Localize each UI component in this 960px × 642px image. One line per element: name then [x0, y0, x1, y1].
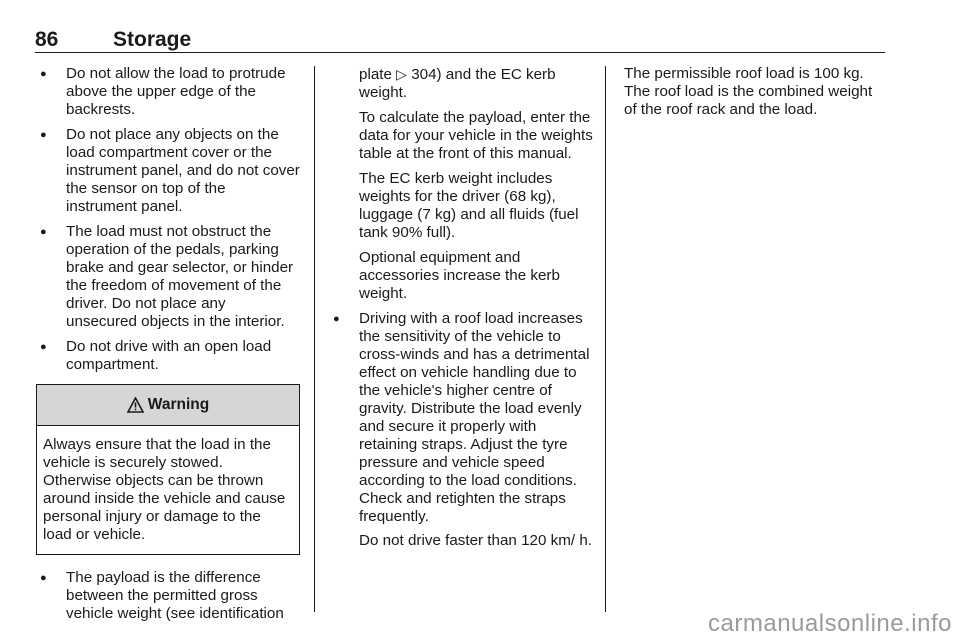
- list-item: ● Do not place any objects on the load compartment cover or the instrument panel, and do not cover the sensor on top of the instrument panel.: [36, 126, 300, 216]
- paragraph: The permissible roof load is 100 kg. The roof load is the combined weight of the roof rack and the load.: [624, 65, 873, 118]
- list-item: ● Do not allow the load to protrude above the upper edge of the backrests.: [36, 65, 300, 119]
- column-divider: [605, 66, 606, 612]
- paragraph: Optional equipment and accessories increase the kerb weight.: [359, 249, 560, 302]
- paragraph: The EC kerb weight includes weights for the driver (68 kg), luggage (7 kg) and all fluids (fuel tank 90% full).: [359, 170, 579, 241]
- section-title: Storage: [113, 28, 192, 51]
- warning-text: Always ensure that the load in the vehicle is securely stowed. Otherwise objects can be thrown around inside the vehicle and cause personal injury or damage to the load or vehicle.: [43, 436, 286, 543]
- page-header: [35, 26, 885, 53]
- warning-triangle-icon: [127, 397, 144, 413]
- continued-paragraph: [331, 65, 593, 102]
- list-item-subtext: Do not drive faster than 120 km/ h.: [359, 532, 592, 549]
- column-divider: [314, 66, 315, 612]
- continued-text-end: ) and the EC kerb weight.: [359, 66, 556, 101]
- page-reference[interactable]: 304: [411, 66, 437, 83]
- list-item: [331, 310, 593, 550]
- warning-header: [37, 385, 299, 426]
- warning-title: Warning: [147, 396, 210, 413]
- warning-box: [36, 384, 300, 555]
- paragraph: To calculate the payload, enter the data for your vehicle in the weights table at the front of this manual.: [359, 109, 593, 162]
- list-item-text: ● Driving with a roof load increases the sensitivity of the vehicle to cross-winds and has a detrimental effect on vehicle handling due to the vehicle's higher centre of gravity. Distribute the load evenly and secure it properly with retaining straps. Adjust the tyre pressure and vehicle speed according to the load conditions. Check and retighten the straps frequently.: [359, 310, 590, 525]
- arrow-reference-icon: ▷: [396, 66, 407, 82]
- continued-text: plate: [359, 66, 392, 83]
- watermark: carmanualsonline.info: [708, 610, 952, 637]
- page-number: 86: [35, 28, 59, 51]
- list-item: ● The load must not obstruct the operation of the pedals, parking brake and gear selector, or hinder the freedom of movement of the driver. Do not place any unsecured objects in the interior.: [36, 223, 300, 331]
- column-3: [624, 65, 886, 126]
- column-2: [331, 65, 593, 557]
- list-item: ● The payload is the difference between the permitted gross vehicle weight (see identification: [36, 569, 300, 623]
- column-1: [36, 65, 300, 630]
- list-item: ● Do not drive with an open load compartment.: [36, 338, 300, 374]
